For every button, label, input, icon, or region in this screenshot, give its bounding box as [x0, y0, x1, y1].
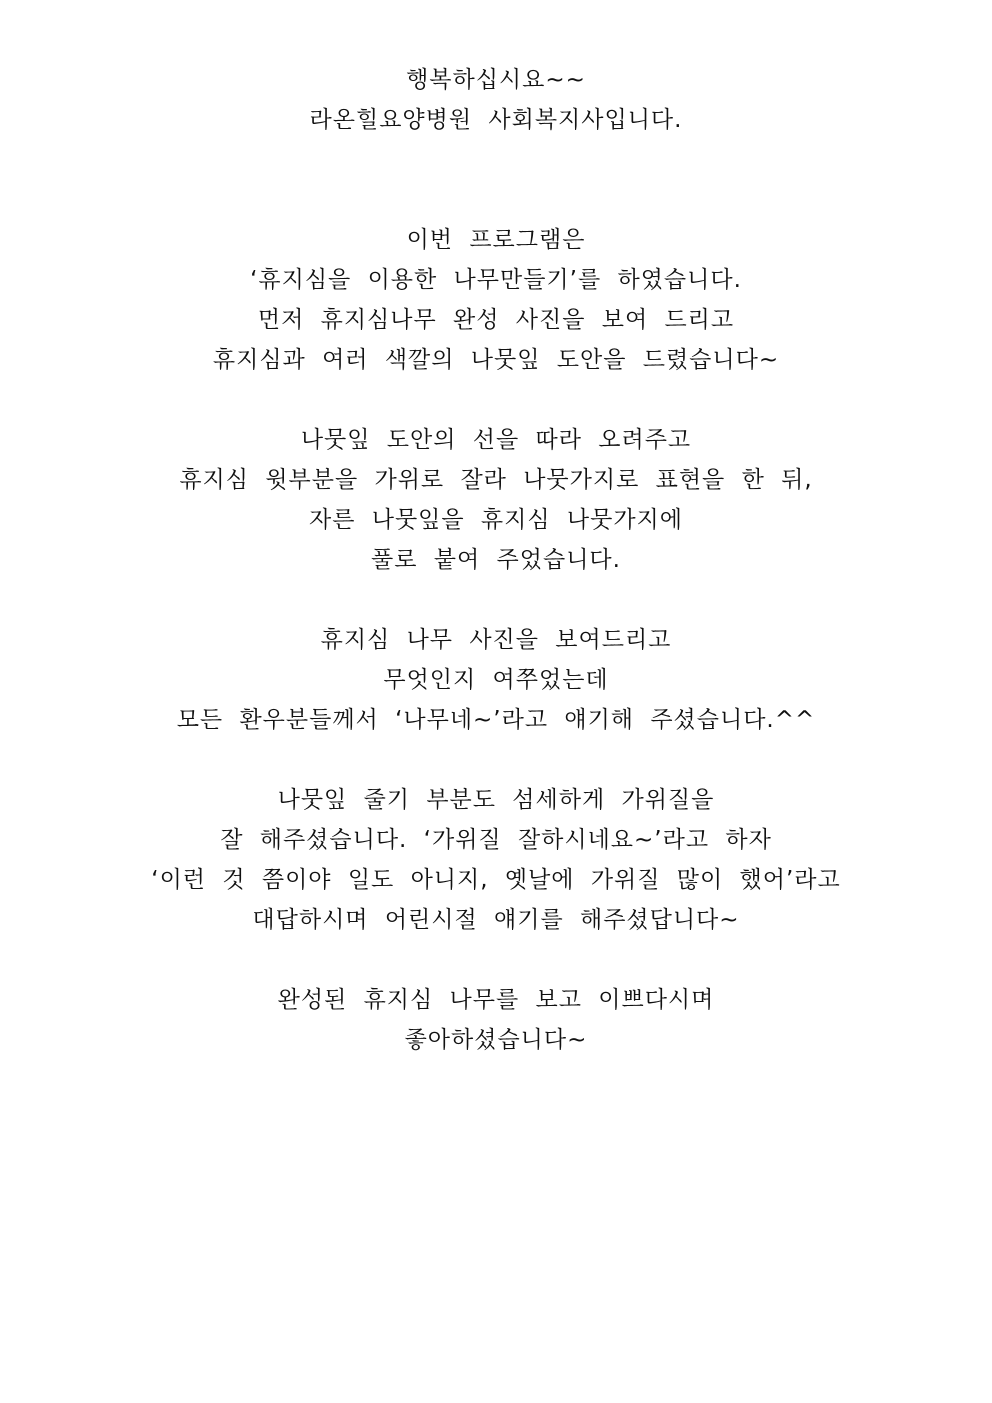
paragraph-line: 무엇인지 여쭈었는데 — [383, 667, 609, 693]
paragraph-program-intro — [40, 220, 952, 380]
paragraph-closing — [40, 980, 952, 1060]
paragraph-line: ‘휴지심을 이용한 나무만들기’를 하였습니다. — [250, 267, 742, 293]
spacer — [40, 140, 952, 220]
spacer — [40, 380, 952, 420]
paragraph-reaction — [40, 620, 952, 740]
paragraph-line: 모든 환우분들께서 ‘나무네~’라고 얘기해 주셨습니다.^^ — [176, 707, 816, 733]
paragraph-line: 대답하시며 어린시절 얘기를 해주셨답니다~ — [252, 907, 740, 933]
spacer — [40, 940, 952, 980]
spacer — [40, 740, 952, 780]
paragraph-line: 휴지심 나무 사진을 보여드리고 — [320, 627, 672, 653]
paragraph-line: 이번 프로그램은 — [406, 227, 586, 253]
paragraph-activity — [40, 420, 952, 580]
paragraph-scissors — [40, 780, 952, 940]
paragraph-line: 풀로 붙여 주었습니다. — [371, 547, 621, 573]
paragraph-line: 좋아하셨습니다~ — [404, 1027, 588, 1053]
greeting-line: 행복하십시요~~ — [406, 67, 586, 93]
paragraph-line: 나뭇잎 줄기 부분도 섬세하게 가위질을 — [277, 787, 715, 813]
greeting-line: 라온힐요양병원 사회복지사입니다. — [309, 107, 683, 133]
paragraph-line: 휴지심 윗부분을 가위로 잘라 나뭇가지로 표현을 한 뒤, — [179, 467, 813, 493]
document-body — [40, 60, 952, 1060]
paragraph-line: 자른 나뭇잎을 휴지심 나뭇가지에 — [309, 507, 683, 533]
paragraph-line: 나뭇잎 도안의 선을 따라 오려주고 — [300, 427, 692, 453]
paragraph-line: ‘이런 것 쯤이야 일도 아니지, 옛날에 가위질 많이 했어’라고 — [151, 867, 841, 893]
paragraph-line: 휴지심과 여러 색깔의 나뭇잎 도안을 드렸습니다~ — [212, 347, 780, 373]
paragraph-line: 잘 해주셨습니다. ‘가위질 잘하시네요~’라고 하자 — [220, 827, 772, 853]
greeting-block — [40, 60, 952, 140]
paragraph-line: 먼저 휴지심나무 완성 사진을 보여 드리고 — [257, 307, 735, 333]
spacer — [40, 580, 952, 620]
paragraph-line: 완성된 휴지심 나무를 보고 이쁘다시며 — [277, 987, 715, 1013]
